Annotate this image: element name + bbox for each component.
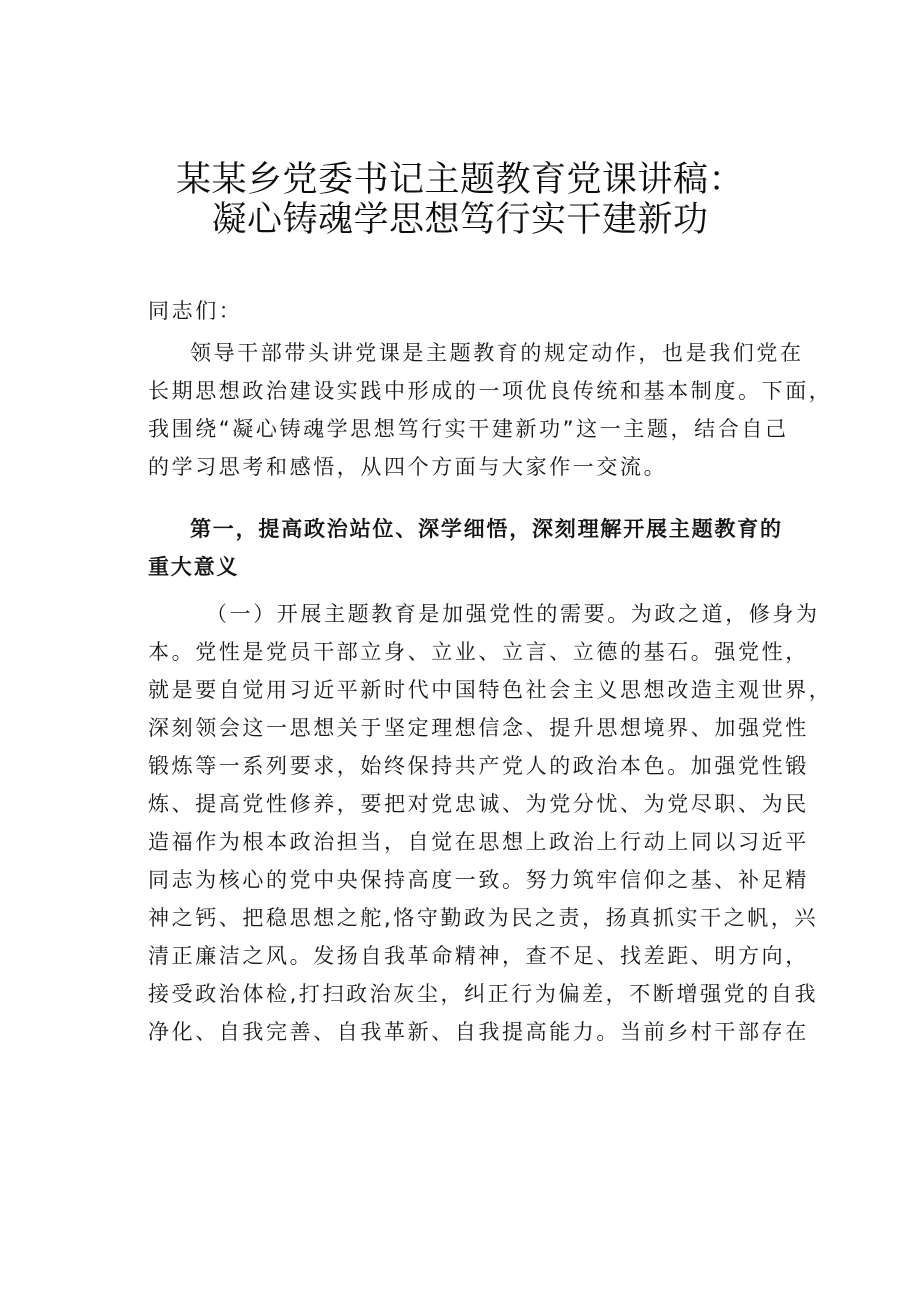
subsection-1-paragraph [148, 595, 833, 1051]
intro-line: 的学习思考和感悟，从四个方面与大家作一交流。 [148, 455, 668, 479]
intro-line: 长期思想政治建设实践中形成的一项优良传统和基本制度。下面， [148, 379, 833, 403]
paragraph-line: 神之钙、把稳思想之舵,恪守勤政为民之责，扬真抓实干之帆，兴 [148, 906, 819, 930]
section-heading-line: 第一，提高政治站位、深学细悟，深刻理解开展主题教育的 [190, 517, 783, 541]
paragraph-line: 炼、提高党性修养，要把对党忠诚、为党分忧、为党尽职、为民 [148, 792, 809, 816]
paragraph-line: 净化、自我完善、自我革新、自我提高能力。当前乡村干部存在 [148, 1020, 809, 1044]
section-1-heading [148, 510, 808, 586]
paragraph-line: 本。党性是党员干部立身、立业、立言、立德的基石。强党性， [148, 640, 809, 664]
section-heading-line: 重大意义 [148, 555, 240, 579]
intro-line: 领导干部带头讲党课是主题教育的规定动作，也是我们党在 [190, 341, 804, 365]
paragraph-line: 同志为核心的党中央保持高度一致。努力筑牢信仰之基、补足精 [148, 868, 809, 892]
paragraph-line: 深刻领会这一思想关于坚定理想信念、提升思想境界、加强党性 [148, 716, 809, 740]
paragraph-line: 造福作为根本政治担当，自觉在思想上政治上行动上同以习近平 [148, 830, 809, 854]
document-title-line-2: 凝心铸魂学思想笃行实干建新功 [211, 200, 709, 240]
paragraph-line: 接受政治体检,打扫政治灰尘，纠正行为偏差，不断增强党的自我 [148, 982, 819, 1006]
intro-paragraph [148, 334, 833, 486]
document-title-line-1: 某某乡党委书记主题教育党课讲稿： [175, 160, 744, 200]
paragraph-line: （一）开展主题教育是加强党性的需要。为政之道，修身为 [206, 602, 820, 626]
paragraph-line: 就是要自觉用习近平新时代中国特色社会主义思想改造主观世界， [148, 678, 833, 702]
paragraph-line: 锻炼等一系列要求，始终保持共产党人的政治本色。加强党性锻 [148, 754, 809, 778]
salutation [148, 292, 808, 330]
paragraph-line: 清正廉洁之风。发扬自我革命精神，查不足、找差距、明方向， [148, 944, 809, 968]
salutation-text: 同志们： [148, 299, 243, 323]
intro-line: 我围绕“凝心铸魂学思想笃行实干建新功”这一主题，结合自己 [148, 417, 789, 441]
